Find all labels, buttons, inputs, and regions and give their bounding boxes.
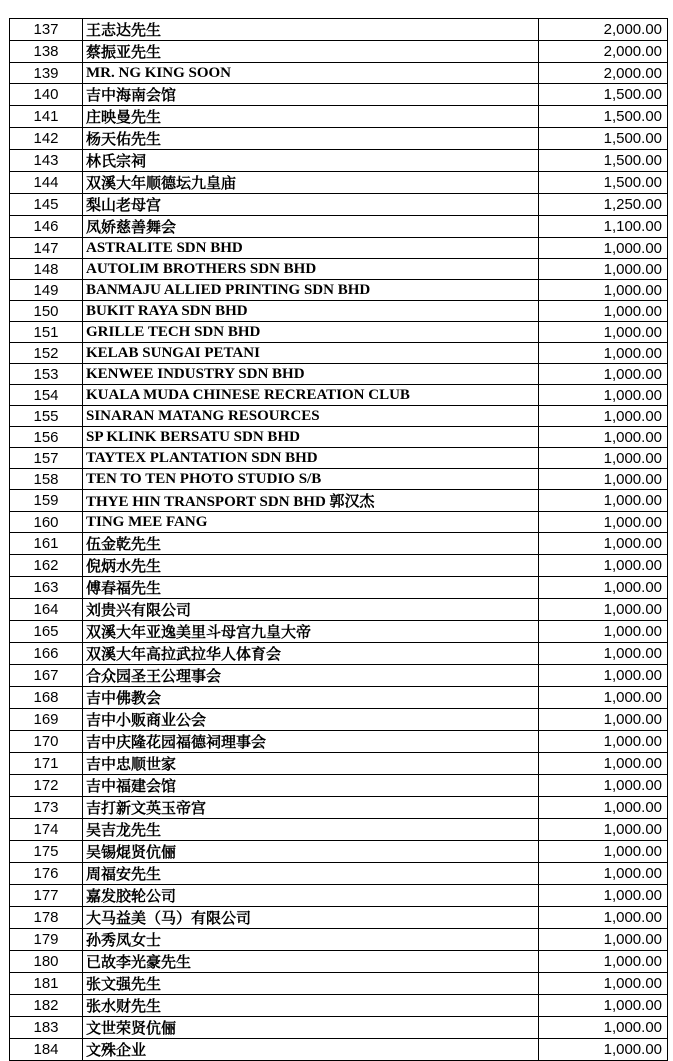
amount-cell: 1,000.00 [539,621,668,643]
table-row [10,238,668,259]
donor-name-cell: BANMAJU ALLIED PRINTING SDN BHD [83,280,539,301]
amount-cell: 1,000.00 [539,797,668,819]
donor-name-cell: ASTRALITE SDN BHD [83,238,539,259]
row-number-cell: 151 [10,322,83,343]
amount-cell: 1,000.00 [539,322,668,343]
donor-name-cell: 文世荣贤伉俪 [83,1017,539,1039]
amount-cell: 1,000.00 [539,469,668,490]
table-row [10,216,668,238]
row-number-cell: 165 [10,621,83,643]
donor-name-cell: 吉中佛教会 [83,687,539,709]
row-number-cell: 175 [10,841,83,863]
table-row [10,973,668,995]
row-number-cell: 149 [10,280,83,301]
table-row [10,533,668,555]
donor-name-cell: 双溪大年高拉武拉华人体育会 [83,643,539,665]
row-number-cell: 143 [10,150,83,172]
donor-name-cell: 伍金乾先生 [83,533,539,555]
table-row [10,929,668,951]
donor-name-cell: 已故李光豪先生 [83,951,539,973]
donor-name-cell: 刘贵兴有限公司 [83,599,539,621]
table-row [10,301,668,322]
row-number-cell: 170 [10,731,83,753]
donor-name-cell: 凤娇慈善舞会 [83,216,539,238]
donor-name-cell: 文殊企业 [83,1039,539,1061]
amount-cell: 1,000.00 [539,841,668,863]
amount-cell: 1,000.00 [539,448,668,469]
amount-cell: 1,000.00 [539,995,668,1017]
table-row [10,128,668,150]
amount-cell: 1,500.00 [539,128,668,150]
table-row [10,150,668,172]
amount-cell: 1,000.00 [539,885,668,907]
amount-cell: 1,000.00 [539,665,668,687]
row-number-cell: 153 [10,364,83,385]
row-number-cell: 163 [10,577,83,599]
donor-name-cell: 嘉发胶轮公司 [83,885,539,907]
donor-name-cell: 吴吉龙先生 [83,819,539,841]
amount-cell: 1,000.00 [539,907,668,929]
amount-cell: 1,000.00 [539,512,668,533]
amount-cell: 1,000.00 [539,819,668,841]
row-number-cell: 160 [10,512,83,533]
donor-name-cell: 倪炳水先生 [83,555,539,577]
row-number-cell: 155 [10,406,83,427]
donor-name-cell: 王志达先生 [83,19,539,41]
table-row [10,19,668,41]
donor-name-cell: TEN TO TEN PHOTO STUDIO S/B [83,469,539,490]
table-row [10,41,668,63]
row-number-cell: 161 [10,533,83,555]
row-number-cell: 176 [10,863,83,885]
table-row [10,1017,668,1039]
table-row [10,951,668,973]
donor-name-cell: BUKIT RAYA SDN BHD [83,301,539,322]
donor-name-cell: AUTOLIM BROTHERS SDN BHD [83,259,539,280]
table-row [10,259,668,280]
row-number-cell: 166 [10,643,83,665]
table-row [10,731,668,753]
table-row [10,106,668,128]
row-number-cell: 140 [10,84,83,106]
donor-name-cell: 合众园圣王公理事会 [83,665,539,687]
donor-name-cell: TAYTEX PLANTATION SDN BHD [83,448,539,469]
table-row [10,885,668,907]
row-number-cell: 147 [10,238,83,259]
amount-cell: 1,000.00 [539,753,668,775]
row-number-cell: 183 [10,1017,83,1039]
donor-name-cell: 吉中忠顺世家 [83,753,539,775]
donor-name-cell: SINARAN MATANG RESOURCES [83,406,539,427]
amount-cell: 1,500.00 [539,150,668,172]
amount-cell: 1,000.00 [539,280,668,301]
donor-name-cell: 吉中小贩商业公会 [83,709,539,731]
donor-name-cell: 吉中海南会馆 [83,84,539,106]
row-number-cell: 178 [10,907,83,929]
amount-cell: 1,500.00 [539,84,668,106]
amount-cell: 1,000.00 [539,343,668,364]
table-row [10,1039,668,1061]
table-row [10,841,668,863]
donor-name-cell: 大马益美（马）有限公司 [83,907,539,929]
row-number-cell: 142 [10,128,83,150]
table-row [10,907,668,929]
table-row [10,599,668,621]
row-number-cell: 169 [10,709,83,731]
table-row [10,995,668,1017]
table-row [10,709,668,731]
table-row [10,819,668,841]
row-number-cell: 172 [10,775,83,797]
donor-name-cell: 杨天佑先生 [83,128,539,150]
row-number-cell: 139 [10,63,83,84]
table-row [10,448,668,469]
amount-cell: 1,000.00 [539,259,668,280]
table-row [10,194,668,216]
amount-cell: 2,000.00 [539,41,668,63]
table-row [10,469,668,490]
amount-cell: 1,000.00 [539,238,668,259]
row-number-cell: 179 [10,929,83,951]
row-number-cell: 177 [10,885,83,907]
donor-name-cell: KENWEE INDUSTRY SDN BHD [83,364,539,385]
amount-cell: 1,000.00 [539,951,668,973]
donor-name-cell: 吉中福建会馆 [83,775,539,797]
row-number-cell: 152 [10,343,83,364]
row-number-cell: 158 [10,469,83,490]
donor-name-cell: 张文强先生 [83,973,539,995]
donor-name-cell: 张水财先生 [83,995,539,1017]
amount-cell: 2,000.00 [539,19,668,41]
donor-name-cell: 双溪大年顺德坛九皇庙 [83,172,539,194]
table-row [10,621,668,643]
table-row [10,427,668,448]
table-row [10,512,668,533]
amount-cell: 1,000.00 [539,577,668,599]
amount-cell: 1,000.00 [539,731,668,753]
amount-cell: 1,500.00 [539,172,668,194]
amount-cell: 1,000.00 [539,863,668,885]
donor-name-cell: 傅春福先生 [83,577,539,599]
row-number-cell: 154 [10,385,83,406]
amount-cell: 1,000.00 [539,364,668,385]
row-number-cell: 137 [10,19,83,41]
amount-cell: 1,000.00 [539,301,668,322]
table-row [10,643,668,665]
table-row [10,322,668,343]
table-row [10,687,668,709]
table-row [10,385,668,406]
table-row [10,577,668,599]
table-row [10,84,668,106]
table-row [10,775,668,797]
donor-name-cell: GRILLE TECH SDN BHD [83,322,539,343]
row-number-cell: 138 [10,41,83,63]
row-number-cell: 181 [10,973,83,995]
row-number-cell: 168 [10,687,83,709]
amount-cell: 1,000.00 [539,490,668,512]
donor-name-cell: MR. NG KING SOON [83,63,539,84]
donor-name-cell: 林氏宗祠 [83,150,539,172]
table-row [10,665,668,687]
donor-name-cell: 梨山老母宫 [83,194,539,216]
donor-name-cell: SP KLINK BERSATU SDN BHD [83,427,539,448]
row-number-cell: 146 [10,216,83,238]
amount-cell: 1,100.00 [539,216,668,238]
amount-cell: 1,000.00 [539,599,668,621]
amount-cell: 1,000.00 [539,555,668,577]
amount-cell: 1,000.00 [539,973,668,995]
amount-cell: 1,500.00 [539,106,668,128]
row-number-cell: 171 [10,753,83,775]
table-row [10,280,668,301]
row-number-cell: 150 [10,301,83,322]
row-number-cell: 145 [10,194,83,216]
table-row [10,753,668,775]
row-number-cell: 148 [10,259,83,280]
table-row [10,343,668,364]
row-number-cell: 184 [10,1039,83,1061]
donor-name-cell: 吉打新文英玉帝宫 [83,797,539,819]
donor-name-cell: KUALA MUDA CHINESE RECREATION CLUB [83,385,539,406]
table-row [10,172,668,194]
row-number-cell: 141 [10,106,83,128]
amount-cell: 1,000.00 [539,709,668,731]
donor-name-cell: 蔡振亚先生 [83,41,539,63]
amount-cell: 1,000.00 [539,533,668,555]
amount-cell: 1,000.00 [539,1017,668,1039]
row-number-cell: 182 [10,995,83,1017]
donor-name-cell: 双溪大年亚逸美里斗母宫九皇大帝 [83,621,539,643]
table-row [10,490,668,512]
amount-cell: 2,000.00 [539,63,668,84]
donor-name-cell: THYE HIN TRANSPORT SDN BHD 郭汉杰 [83,490,539,512]
row-number-cell: 180 [10,951,83,973]
table-row [10,555,668,577]
row-number-cell: 174 [10,819,83,841]
amount-cell: 1,000.00 [539,929,668,951]
row-number-cell: 157 [10,448,83,469]
row-number-cell: 173 [10,797,83,819]
donor-name-cell: KELAB SUNGAI PETANI [83,343,539,364]
amount-cell: 1,000.00 [539,1039,668,1061]
amount-cell: 1,000.00 [539,687,668,709]
amount-cell: 1,000.00 [539,406,668,427]
table-row [10,797,668,819]
row-number-cell: 164 [10,599,83,621]
donation-table [9,18,668,1061]
row-number-cell: 167 [10,665,83,687]
row-number-cell: 156 [10,427,83,448]
donor-name-cell: TING MEE FANG [83,512,539,533]
donation-table-body [10,19,668,1061]
row-number-cell: 159 [10,490,83,512]
donor-name-cell: 吉中庆隆花园福德祠理事会 [83,731,539,753]
amount-cell: 1,000.00 [539,427,668,448]
row-number-cell: 162 [10,555,83,577]
amount-cell: 1,000.00 [539,775,668,797]
table-row [10,406,668,427]
amount-cell: 1,000.00 [539,385,668,406]
table-row [10,863,668,885]
donor-name-cell: 吴锡焜贤伉俪 [83,841,539,863]
row-number-cell: 144 [10,172,83,194]
donor-name-cell: 孙秀凤女士 [83,929,539,951]
amount-cell: 1,000.00 [539,643,668,665]
table-row [10,63,668,84]
donor-name-cell: 庄映曼先生 [83,106,539,128]
donor-name-cell: 周福安先生 [83,863,539,885]
amount-cell: 1,250.00 [539,194,668,216]
table-row [10,364,668,385]
